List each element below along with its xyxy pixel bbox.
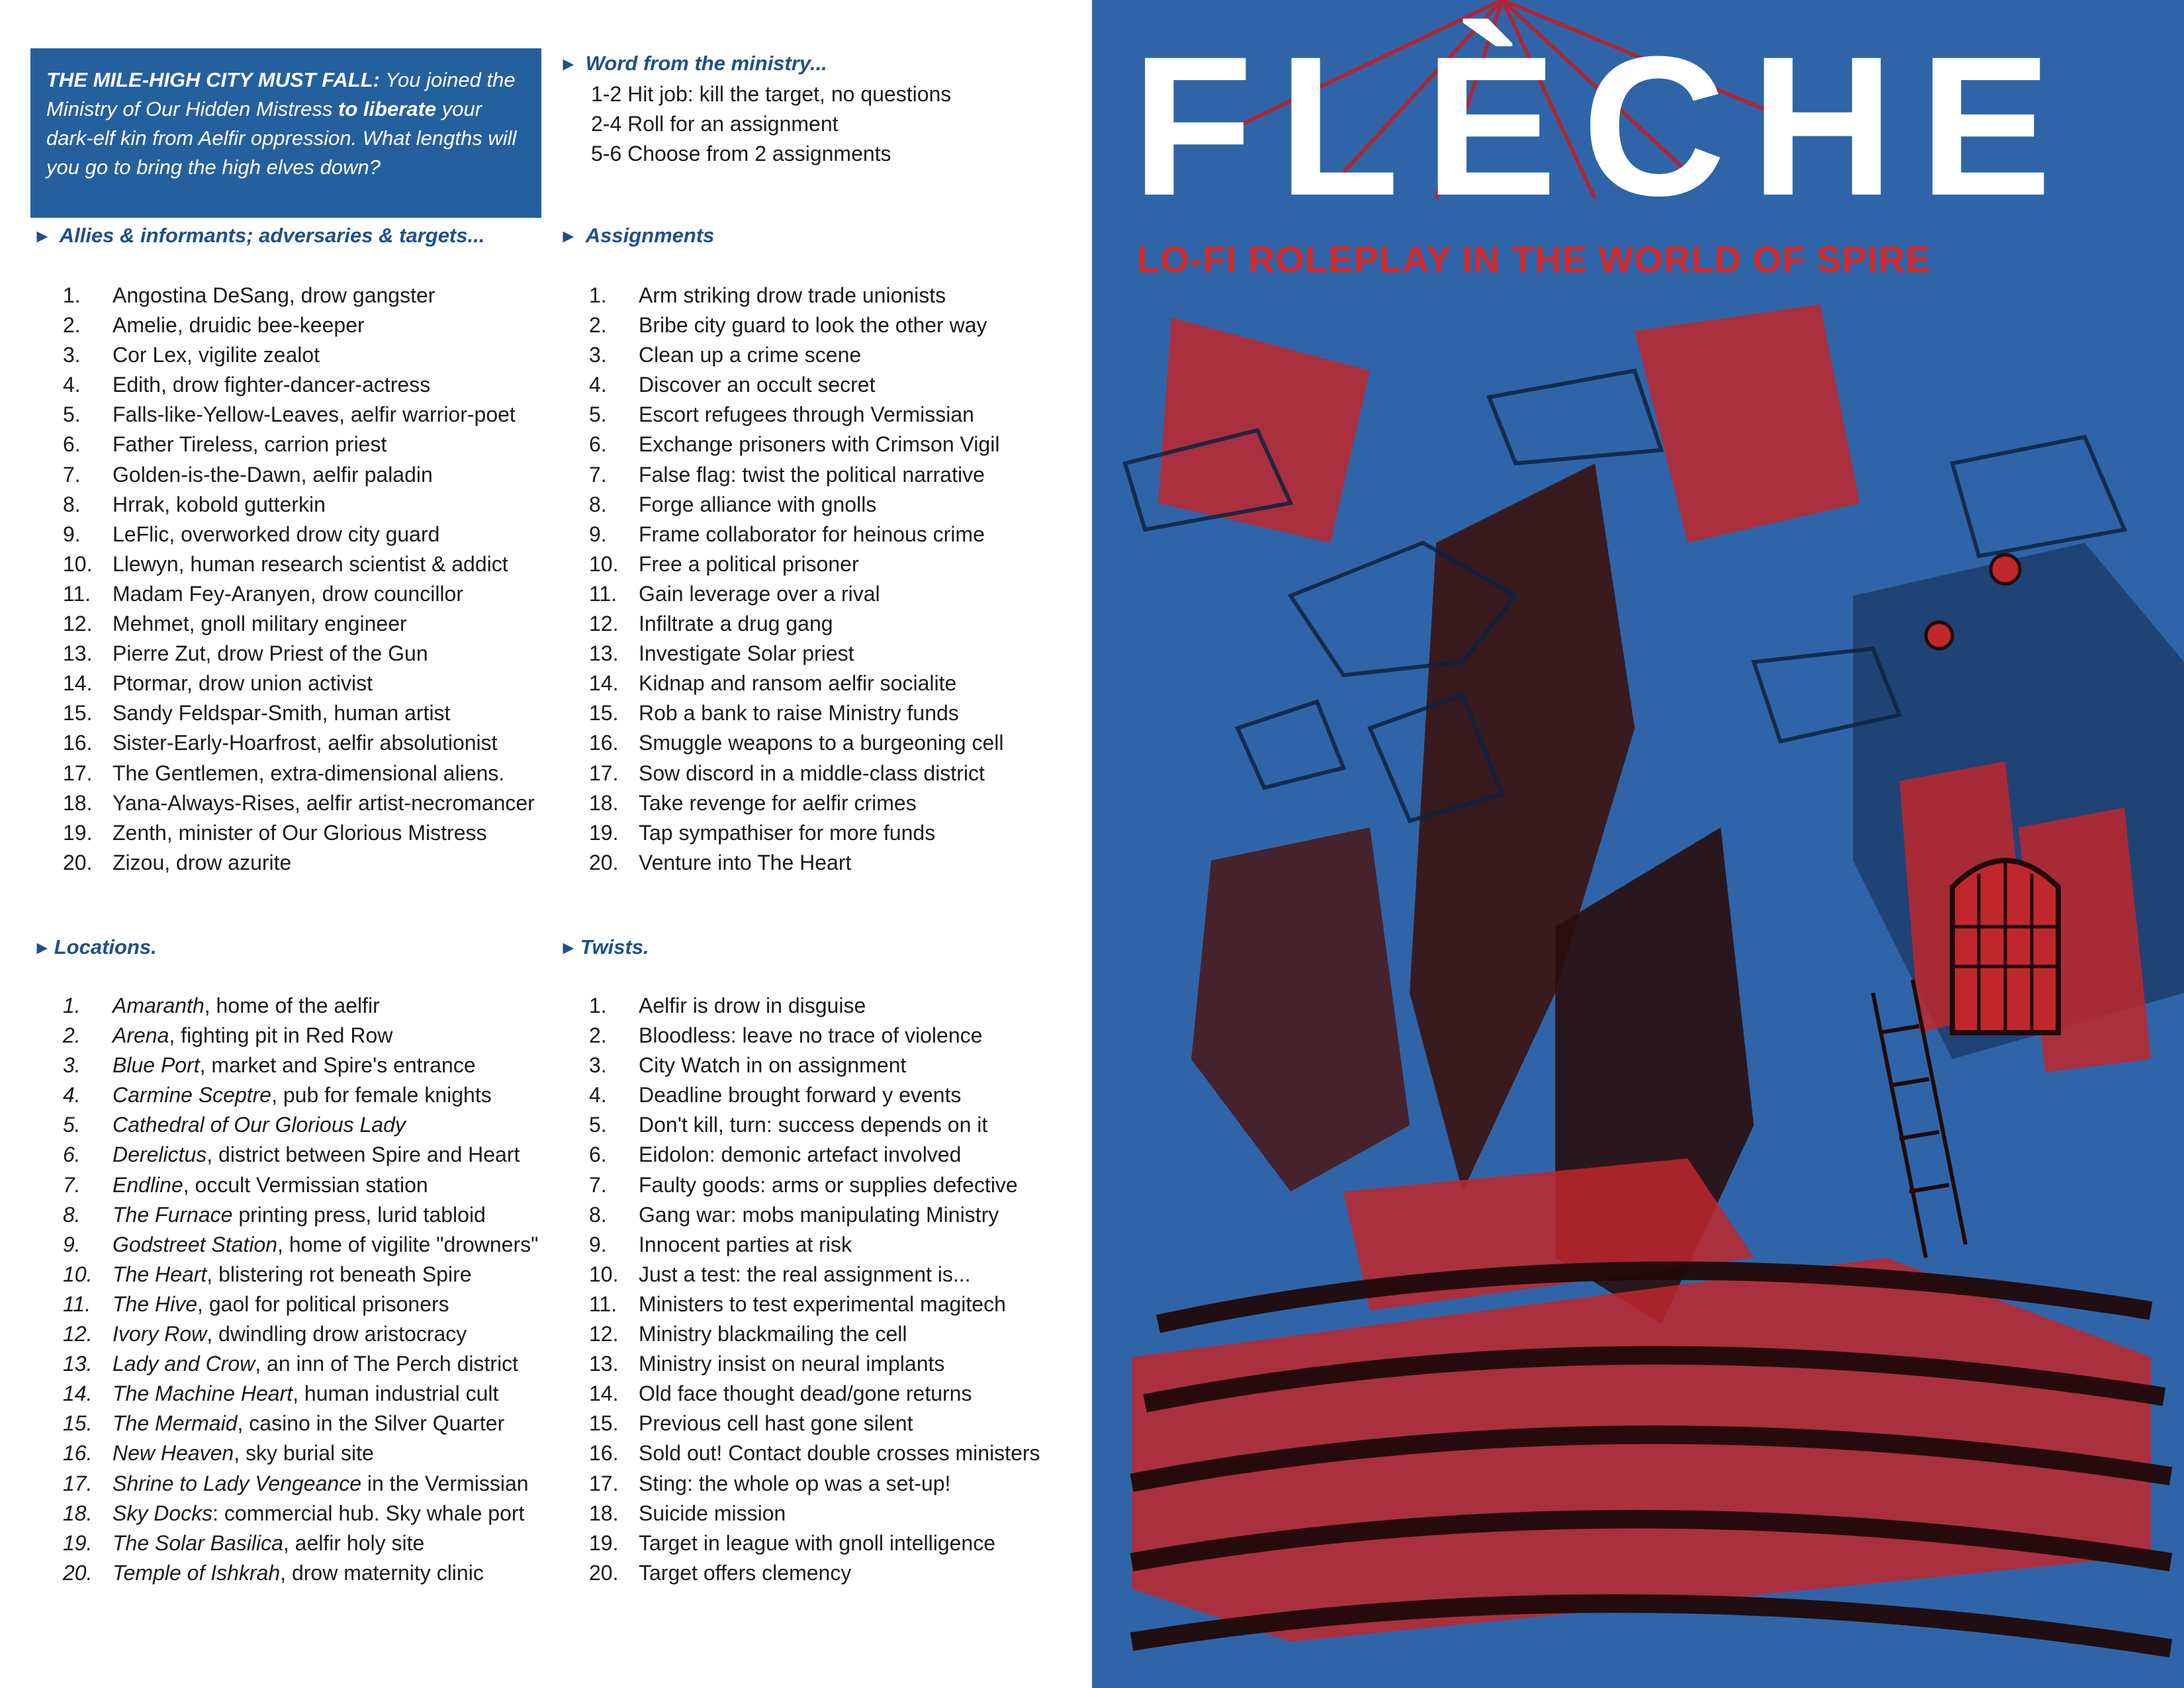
item-number: 17.: [589, 1471, 619, 1495]
heading-label: Assignments: [585, 224, 715, 247]
locations-heading: [33, 934, 157, 961]
item-text: Previous cell hast gone silent: [639, 1411, 913, 1436]
list-item: [63, 1319, 538, 1349]
item-number: 6.: [63, 1143, 81, 1167]
list-item: [63, 1140, 538, 1170]
location-name: Amaranth: [113, 994, 205, 1017]
arrow-icon: ►: [559, 54, 578, 74]
intro-box: [30, 48, 541, 218]
item-text: Just a test: the real assignment is...: [639, 1262, 971, 1286]
item-text: Amelie, druidic bee-keeper: [113, 313, 365, 338]
location-name: The Mermaid: [113, 1411, 238, 1436]
location-desc: , aelfir holy site: [283, 1530, 425, 1555]
item-number: 11.: [63, 1291, 91, 1316]
item-number: 13.: [589, 641, 619, 666]
list-item: [589, 1260, 1040, 1289]
item-number: 5.: [63, 1113, 81, 1137]
cover-title: FLÈCHE: [1132, 15, 2077, 237]
location-desc: , sky burial site: [234, 1441, 374, 1466]
twists-list: [589, 991, 1040, 1588]
item-number: 8.: [63, 492, 81, 516]
item-text: Investigate Solar priest: [639, 641, 854, 666]
intro-emphasis: to liberate: [338, 97, 437, 120]
list-item: [63, 698, 535, 728]
item-number: 3.: [589, 1053, 607, 1078]
list-item: [63, 430, 535, 459]
list-item: [63, 1409, 538, 1438]
intro-text-end: your dark-elf kin from Aelfir oppression. What lengths will you go to bring the high elves down?: [46, 97, 517, 179]
item-number: 16.: [589, 1441, 619, 1466]
item-text: Tap sympathiser for more funds: [639, 820, 936, 845]
list-item: [63, 370, 535, 400]
location-name: The Hive: [113, 1291, 198, 1316]
ministry-line: 1-2 Hit job: kill the target, no questions: [591, 82, 952, 106]
list-item: [63, 1110, 538, 1140]
item-number: 14.: [589, 671, 619, 696]
arrow-icon: ►: [559, 226, 578, 246]
list-item: [63, 759, 535, 788]
location-desc: , human industrial cult: [293, 1382, 499, 1406]
location-desc: , market and Spire's entrance: [199, 1053, 476, 1078]
item-number: 15.: [589, 701, 619, 726]
twists-heading: [559, 934, 649, 961]
list-item: [589, 728, 1003, 758]
item-text: Venture into The Heart: [639, 850, 852, 874]
location-name: Godstreet Station: [113, 1232, 278, 1256]
item-number: 19.: [63, 820, 93, 845]
item-number: 12.: [589, 612, 619, 636]
item-number: 5.: [589, 1113, 607, 1137]
item-number: 11.: [63, 581, 91, 606]
item-text: Suicide mission: [639, 1501, 786, 1525]
allies-list: [63, 281, 535, 878]
item-text: Escort refugees through Vermissian: [639, 402, 974, 427]
list-item: [589, 1289, 1040, 1319]
item-number: 19.: [589, 820, 619, 845]
location-name: Lady and Crow: [113, 1352, 255, 1376]
item-number: 4.: [63, 1083, 81, 1107]
list-item: [63, 490, 535, 520]
item-number: 2.: [63, 1023, 81, 1048]
item-number: 7.: [63, 1172, 81, 1197]
item-text: Old face thought dead/gone returns: [639, 1382, 972, 1406]
list-item: [589, 609, 1003, 639]
item-text: Gain leverage over a rival: [639, 581, 880, 606]
item-text: Faulty goods: arms or supplies defective: [639, 1172, 1018, 1197]
item-number: 4.: [589, 1083, 607, 1107]
item-number: 4.: [589, 373, 607, 397]
item-text: Sandy Feldspar-Smith, human artist: [113, 701, 451, 726]
list-item: [63, 1349, 538, 1379]
location-desc: , occult Vermissian station: [183, 1172, 428, 1197]
list-item: [589, 848, 1003, 878]
list-item: [63, 639, 535, 669]
item-number: 3.: [63, 343, 81, 367]
item-number: 6.: [589, 432, 607, 457]
list-item: [63, 1260, 538, 1289]
item-number: 17.: [63, 761, 93, 785]
list-item: [63, 609, 535, 639]
list-item: [63, 788, 535, 818]
item-text: Pierre Zut, drow Priest of the Gun: [113, 641, 428, 666]
location-desc: , district between Spire and Heart: [206, 1143, 520, 1167]
ministry-line: 2-4 Roll for an assignment: [591, 112, 839, 136]
item-text: Don't kill, turn: success depends on it: [639, 1113, 988, 1137]
list-item: [589, 1200, 1040, 1230]
location-name: The Heart: [113, 1262, 207, 1286]
list-item: [589, 1230, 1040, 1260]
item-number: 15.: [63, 701, 93, 726]
location-desc: printing press, lurid tabloid: [232, 1202, 486, 1227]
item-number: 6.: [589, 1143, 607, 1167]
list-item: [589, 549, 1003, 579]
item-number: 13.: [63, 641, 93, 666]
location-name: Endline: [113, 1172, 183, 1197]
location-name: The Machine Heart: [113, 1382, 293, 1406]
list-item: [63, 818, 535, 848]
location-name: Temple of Ishkrah: [113, 1560, 281, 1585]
item-number: 18.: [63, 790, 93, 815]
item-text: Discover an occult secret: [639, 373, 876, 397]
item-text: Bribe city guard to look the other way: [639, 313, 987, 338]
list-item: [63, 520, 535, 549]
list-item: [589, 400, 1003, 430]
item-text: Free a political prisoner: [639, 551, 859, 576]
item-number: 16.: [63, 731, 93, 755]
item-text: Deadline brought forward y events: [639, 1083, 962, 1107]
item-text: Kidnap and ransom aelfir socialite: [639, 671, 957, 696]
list-item: [63, 281, 535, 310]
list-item: [589, 310, 1003, 340]
location-desc: , dwindling drow aristocracy: [206, 1322, 467, 1346]
location-desc: , an inn of The Perch district: [255, 1352, 519, 1376]
assignments-heading: [559, 222, 714, 250]
location-desc: , drow maternity clinic: [280, 1560, 484, 1585]
item-number: 10.: [589, 1262, 619, 1286]
item-number: 19.: [589, 1530, 619, 1555]
item-text: Hrrak, kobold gutterkin: [113, 492, 326, 516]
item-text: Exchange prisoners with Crimson Vigil: [639, 432, 1000, 457]
list-item: [63, 400, 535, 430]
item-number: 7.: [63, 462, 81, 487]
item-text: Smuggle weapons to a burgeoning cell: [639, 731, 1004, 755]
location-name: New Heaven: [113, 1441, 234, 1466]
item-number: 18.: [589, 790, 619, 815]
list-item: [63, 1558, 538, 1588]
heading-label: Allies & informants; adversaries & targets...: [59, 224, 485, 247]
list-item: [589, 340, 1003, 370]
list-item: [589, 991, 1040, 1021]
item-number: 14.: [63, 671, 93, 696]
list-item: [63, 579, 535, 609]
list-item: [63, 728, 535, 758]
item-text: Angostina DeSang, drow gangster: [113, 283, 435, 307]
item-number: 12.: [589, 1322, 619, 1346]
item-text: Yana-Always-Rises, aelfir artist-necromancer: [113, 790, 535, 815]
list-item: [589, 1140, 1040, 1170]
list-item: [589, 1021, 1040, 1051]
list-item: [63, 1469, 538, 1499]
item-text: Target in league with gnoll intelligence: [639, 1530, 996, 1555]
item-number: 8.: [589, 1202, 607, 1227]
item-number: 1.: [589, 994, 607, 1017]
item-number: 4.: [63, 373, 81, 397]
item-number: 16.: [63, 1441, 93, 1466]
item-number: 12.: [63, 612, 93, 636]
list-item: [589, 698, 1003, 728]
cover-panel: [1092, 0, 2184, 1688]
item-number: 6.: [63, 432, 81, 457]
item-text: The Gentlemen, extra-dimensional aliens.: [113, 761, 505, 785]
location-name: Sky Docks: [113, 1501, 213, 1525]
item-text: Take revenge for aelfir crimes: [639, 790, 917, 815]
location-name: Derelictus: [113, 1143, 207, 1167]
list-item: [63, 848, 535, 878]
list-item: [63, 1230, 538, 1260]
arrow-icon: ►: [559, 937, 578, 958]
item-number: 18.: [589, 1501, 619, 1525]
item-text: False flag: twist the political narrative: [639, 462, 985, 487]
location-name: The Solar Basilica: [113, 1530, 283, 1555]
list-item: [589, 669, 1003, 698]
item-number: 11.: [589, 581, 617, 606]
list-item: [63, 1080, 538, 1110]
item-number: 17.: [589, 761, 619, 785]
item-number: 9.: [589, 1232, 607, 1256]
list-item: [63, 1379, 538, 1409]
ministry-line: 5-6 Choose from 2 assignments: [591, 142, 891, 165]
item-number: 10.: [589, 551, 619, 576]
list-item: [589, 1528, 1040, 1558]
item-text: Target offers clemency: [639, 1560, 852, 1585]
item-number: 9.: [63, 1232, 81, 1256]
item-text: Ministry blackmailing the cell: [639, 1322, 907, 1346]
location-desc: , fighting pit in Red Row: [169, 1023, 393, 1048]
item-text: Clean up a crime scene: [639, 343, 862, 367]
heading-label: Locations.: [54, 935, 157, 959]
item-number: 20.: [63, 850, 93, 874]
item-number: 3.: [589, 343, 607, 367]
list-item: [63, 549, 535, 579]
item-text: Edith, drow fighter-dancer-actress: [113, 373, 431, 397]
list-item: [589, 1051, 1040, 1080]
item-text: Father Tireless, carrion priest: [113, 432, 387, 457]
item-text: Sold out! Contact double crosses ministers: [639, 1441, 1040, 1466]
item-number: 9.: [589, 522, 607, 546]
item-number: 20.: [589, 1560, 619, 1585]
location-name: The Furnace: [113, 1202, 233, 1227]
item-text: Mehmet, gnoll military engineer: [113, 612, 407, 636]
list-item: [589, 1438, 1040, 1468]
list-item: [589, 1499, 1040, 1528]
intro-title: THE MILE-HIGH CITY MUST FALL:: [46, 68, 381, 91]
list-item: [589, 788, 1003, 818]
item-number: 13.: [63, 1352, 93, 1376]
list-item: [63, 1499, 538, 1528]
list-item: [63, 1289, 538, 1319]
item-text: LeFlic, overworked drow city guard: [113, 522, 440, 546]
locations-list: [63, 991, 538, 1588]
item-text: Ministry insist on neural implants: [639, 1352, 945, 1376]
ministry-heading: [559, 50, 827, 77]
location-name: Blue Port: [113, 1053, 200, 1078]
list-item: [589, 759, 1003, 788]
list-item: [63, 340, 535, 370]
list-item: [589, 430, 1003, 459]
item-text: Cor Lex, vigilite zealot: [113, 343, 320, 367]
list-item: [589, 818, 1003, 848]
list-item: [589, 1170, 1040, 1200]
list-item: [589, 460, 1003, 490]
item-number: 10.: [63, 551, 93, 576]
item-text: Zenth, minister of Our Glorious Mistress: [113, 820, 487, 845]
item-number: 5.: [63, 402, 81, 427]
item-text: Sister-Early-Hoarfrost, aelfir absolutionist: [113, 731, 498, 755]
item-text: Frame collaborator for heinous crime: [639, 522, 985, 546]
cover-subtitle: LO-FI ROLEPLAY IN THE WORLD OF SPIRE: [1137, 238, 1931, 280]
list-item: [63, 1528, 538, 1558]
list-item: [589, 1110, 1040, 1140]
assignments-list: [589, 281, 1003, 878]
item-text: Arm striking drow trade unionists: [639, 283, 946, 307]
item-number: 13.: [589, 1352, 619, 1376]
item-number: 14.: [63, 1382, 93, 1406]
list-item: [63, 1170, 538, 1200]
item-text: Zizou, drow azurite: [113, 850, 292, 874]
list-item: [63, 991, 538, 1021]
item-text: Sow discord in a middle-class district: [639, 761, 985, 785]
list-item: [589, 1080, 1040, 1110]
item-text: Infiltrate a drug gang: [639, 612, 833, 636]
item-number: 20.: [63, 1560, 93, 1585]
item-number: 17.: [63, 1471, 93, 1495]
item-number: 3.: [63, 1053, 81, 1078]
location-name: Cathedral of Our Glorious Lady: [113, 1113, 406, 1137]
list-item: [63, 1200, 538, 1230]
ministry-list: [591, 79, 951, 169]
item-number: 1.: [63, 283, 81, 307]
item-text: Llewyn, human research scientist & addict: [113, 551, 508, 576]
list-item: [589, 370, 1003, 400]
arrow-icon: ►: [33, 937, 52, 958]
item-number: 20.: [589, 850, 619, 874]
list-item: [589, 281, 1003, 310]
item-text: Gang war: mobs manipulating Ministry: [639, 1202, 999, 1227]
item-text: Rob a bank to raise Ministry funds: [639, 701, 959, 726]
location-desc: : commercial hub. Sky whale port: [212, 1501, 525, 1525]
item-number: 10.: [63, 1262, 93, 1286]
item-number: 18.: [63, 1501, 93, 1525]
item-number: 19.: [63, 1530, 93, 1555]
item-text: Golden-is-the-Dawn, aelfir paladin: [113, 462, 433, 487]
item-text: Ministers to test experimental magitech: [639, 1291, 1006, 1316]
location-name: Arena: [113, 1023, 169, 1048]
item-number: 14.: [589, 1382, 619, 1406]
item-number: 8.: [589, 492, 607, 516]
heading-label: Word from the ministry...: [585, 52, 827, 75]
item-text: City Watch in on assignment: [639, 1053, 907, 1078]
heading-label: Twists.: [580, 935, 649, 959]
item-text: Innocent parties at risk: [639, 1232, 852, 1256]
intro-text: You joined the Ministry of Our Hidden Mistress: [46, 68, 516, 120]
item-number: 7.: [589, 1172, 607, 1197]
arrow-icon: ►: [33, 226, 52, 246]
location-desc: , home of the aelfir: [204, 994, 380, 1017]
item-number: 15.: [589, 1411, 619, 1436]
item-text: Madam Fey-Aranyen, drow councillor: [113, 581, 463, 606]
location-name: Ivory Row: [113, 1322, 207, 1346]
allies-heading: [33, 222, 484, 250]
item-text: Sting: the whole op was a set-up!: [639, 1471, 951, 1495]
location-desc: , blistering rot beneath Spire: [206, 1262, 472, 1286]
item-number: 15.: [63, 1411, 93, 1436]
location-desc: , casino in the Silver Quarter: [237, 1411, 505, 1436]
item-text: Bloodless: leave no trace of violence: [639, 1023, 983, 1048]
location-desc: , gaol for political prisoners: [197, 1291, 449, 1316]
item-text: Aelfir is drow in disguise: [639, 994, 866, 1017]
item-number: 5.: [589, 402, 607, 427]
list-item: [589, 1558, 1040, 1588]
item-number: 1.: [589, 283, 607, 307]
location-name: Shrine to Lady Vengeance: [113, 1471, 361, 1495]
list-item: [63, 1021, 538, 1051]
item-number: 7.: [589, 462, 607, 487]
item-text: Ptormar, drow union activist: [113, 671, 373, 696]
item-number: 9.: [63, 522, 81, 546]
location-desc: , pub for female knights: [271, 1083, 492, 1107]
item-number: 2.: [589, 313, 607, 338]
item-number: 1.: [63, 994, 81, 1017]
item-number: 2.: [589, 1023, 607, 1048]
location-name: Carmine Sceptre: [113, 1083, 272, 1107]
list-item: [63, 669, 535, 698]
list-item: [63, 310, 535, 340]
item-number: 11.: [589, 1291, 617, 1316]
item-number: 12.: [63, 1322, 93, 1346]
list-item: [63, 1438, 538, 1468]
list-item: [589, 490, 1003, 520]
item-text: Forge alliance with gnolls: [639, 492, 877, 516]
list-item: [589, 1409, 1040, 1438]
item-number: 8.: [63, 1202, 81, 1227]
item-text: Falls-like-Yellow-Leaves, aelfir warrior-poet: [113, 402, 516, 427]
list-item: [589, 579, 1003, 609]
list-item: [589, 1379, 1040, 1409]
list-item: [589, 1319, 1040, 1349]
list-item: [589, 639, 1003, 669]
location-desc: in the Vermissian: [361, 1471, 529, 1495]
item-number: 16.: [589, 731, 619, 755]
list-item: [63, 460, 535, 490]
list-item: [63, 1051, 538, 1080]
list-item: [589, 520, 1003, 549]
list-item: [589, 1349, 1040, 1379]
location-desc: , home of vigilite "drowners": [277, 1232, 539, 1256]
item-text: Eidolon: demonic artefact involved: [639, 1143, 962, 1167]
item-number: 2.: [63, 313, 81, 338]
list-item: [589, 1469, 1040, 1499]
